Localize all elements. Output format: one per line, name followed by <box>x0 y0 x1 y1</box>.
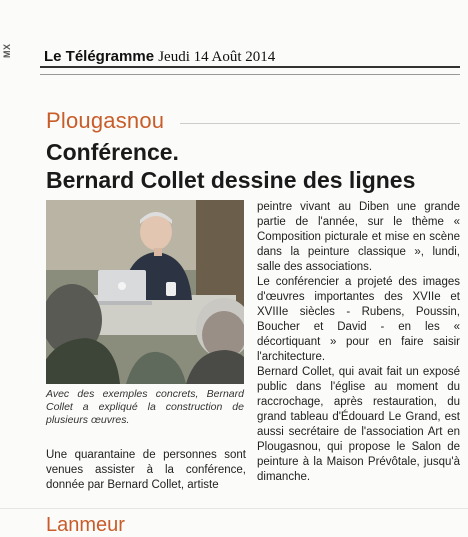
next-section-title: Lanmeur <box>46 514 125 536</box>
article-photo <box>46 200 244 384</box>
body-paragraph: Bernard Collet, qui avait fait un exposé public dans l'église au moment du raccrochage, après restauration, du grand tableau d'Édouard Le Grand, est aussi secrétaire de l'association Art en Plougasnou, qui propose le Salon de peinture à la Maison Prévôtale, jusqu'à dimanche. <box>257 366 460 483</box>
headline <box>46 138 466 194</box>
masthead-rule <box>40 66 460 68</box>
article-lead <box>46 448 246 493</box>
edge-mark: MX <box>2 43 12 58</box>
section-title: Plougasnou <box>46 108 165 133</box>
headline-line-2: Bernard Collet dessine des lignes <box>46 167 416 193</box>
body-paragraph: peintre vivant au Diben une grande partie de l'année, sur le thème « Composition picturale et mise en scène dans la peinture classique », lundi, salle des associations. <box>257 201 460 273</box>
section-divider <box>180 123 460 124</box>
photo-illustration <box>46 200 244 384</box>
body-paragraph: Le conférencier a projeté des images d'œuvres importantes des XVIIe et XVIIIe siècles - Rubens, Poussin, Boucher et David - en les « décortiquant » pour en faire saisir l'architecture. <box>257 276 460 363</box>
lead-paragraph: Une quarantaine de personnes sont venues assister à la conférence, donnée par Bernard Collet, artiste <box>46 449 246 491</box>
page-fold <box>0 508 468 509</box>
publication-date: Jeudi 14 Août 2014 <box>158 49 276 65</box>
headline-line-1: Conférence. <box>46 139 179 165</box>
laptop-icon <box>92 270 152 305</box>
masthead <box>44 48 275 66</box>
article-body <box>257 200 460 485</box>
newspaper-name: Le Télégramme <box>44 48 155 65</box>
photo-caption: Avec des exemples concrets, Bernard Collet a expliqué la construction de plusieurs œuvres. <box>46 388 244 426</box>
masthead-thin-rule <box>40 74 460 75</box>
